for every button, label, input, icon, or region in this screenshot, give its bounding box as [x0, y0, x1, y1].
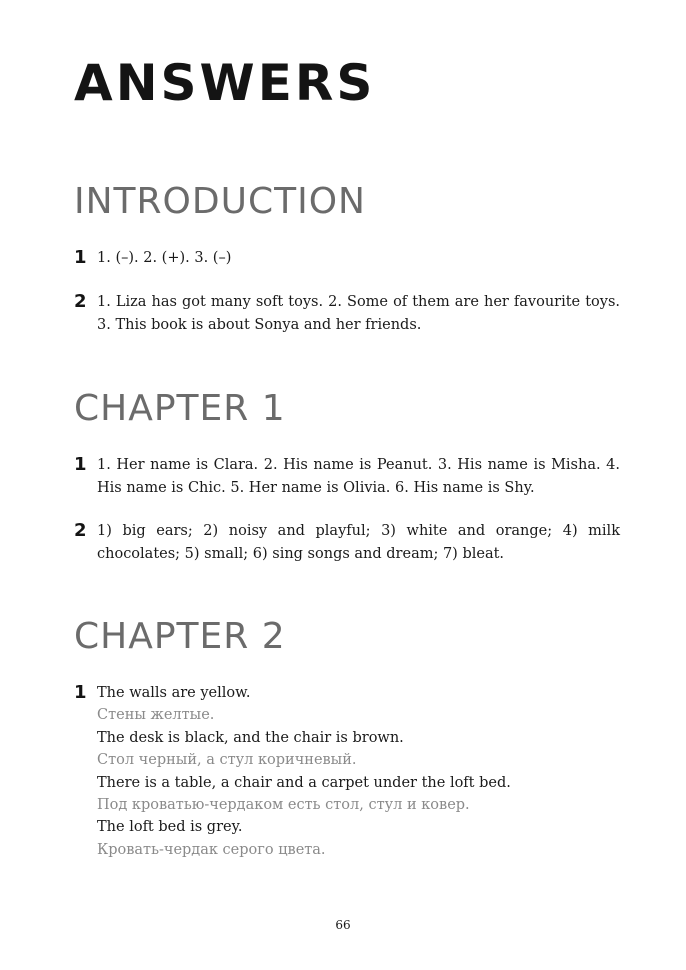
- answer-item: [74, 454, 620, 499]
- page-title: ANSWERS: [74, 54, 376, 112]
- section-heading-chapter-1: CHAPTER 1: [74, 388, 286, 429]
- exercise-number: 1: [74, 682, 87, 703]
- exercise-number: 1: [74, 247, 87, 268]
- answer-item: [74, 682, 620, 861]
- answer-lines: [97, 682, 620, 861]
- english-sentence: There is a table, a chair and a carpet under the loft bed.: [97, 774, 511, 791]
- english-sentence: The walls are yellow.: [97, 685, 251, 701]
- exercise-number: 2: [74, 291, 87, 312]
- english-sentence: The loft bed is grey.: [97, 819, 243, 836]
- section-heading-introduction: INTRODUCTION: [74, 181, 366, 222]
- answer-item: [74, 247, 620, 270]
- section-heading-chapter-2: CHAPTER 2: [74, 616, 286, 657]
- exercise-number: 1: [74, 454, 87, 475]
- russian-translation: Кровать-чердак серого цвета.: [97, 841, 326, 858]
- exercise-number: 2: [74, 520, 87, 541]
- answer-item: [74, 291, 620, 336]
- answer-text: 1. Liza has got many soft toys. 2. Some of them are her favourite toys. 3. This book is about Sonya and her friends.: [97, 294, 620, 333]
- answer-text: 1. (–). 2. (+). 3. (–): [97, 250, 232, 266]
- page-number: 66: [335, 918, 351, 932]
- russian-translation: Под кроватью-чердаком есть стол, стул и ковер.: [97, 797, 470, 814]
- answer-item: [74, 520, 620, 565]
- answer-text: 1) big ears; 2) noisy and playful; 3) white and orange; 4) milk chocolates; 5) small; 6) sing songs and dream; 7) bleat.: [97, 523, 620, 562]
- russian-translation: Стол черный, а стул коричневый.: [97, 752, 357, 769]
- english-sentence: The desk is black, and the chair is brown.: [97, 729, 404, 746]
- answer-text: 1. Her name is Clara. 2. His name is Peanut. 3. His name is Misha. 4. His name is Chic. 5. Her name is Olivia. 6. His name is Shy.: [97, 457, 620, 496]
- russian-translation: Стены желтые.: [97, 707, 215, 724]
